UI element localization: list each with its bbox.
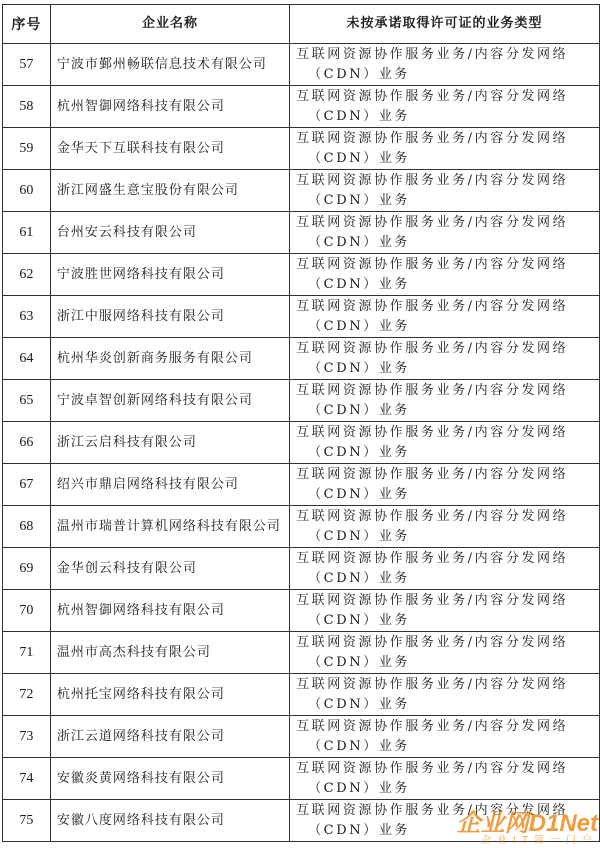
row-number: 66 [3,422,51,464]
header-no: 序号 [3,5,51,44]
business-type-line2: （CDN）业务 [308,276,411,292]
business-type-line2: （CDN）业务 [308,570,411,586]
table-row [3,380,600,422]
company-name: 金华天下互联科技有限公司 [50,128,289,170]
business-type [290,254,600,296]
business-type-line1: 互联网资源协作服务业务/内容分发网络 [296,676,569,692]
business-type-line2: （CDN）业务 [308,654,411,670]
row-number: 57 [3,44,51,86]
company-name: 杭州华炎创新商务服务有限公司 [50,338,289,380]
table-body [3,44,600,842]
header-type: 未按承诺取得许可证的业务类型 [290,5,600,44]
table-row [3,548,600,590]
business-type-line2: （CDN）业务 [308,318,411,334]
row-number: 58 [3,86,51,128]
business-type-line2: （CDN）业务 [308,780,411,796]
business-type-line1: 互联网资源协作服务业务/内容分发网络 [296,172,569,188]
table-row [3,464,600,506]
business-type-line2: （CDN）业务 [308,822,411,838]
table-row [3,758,600,800]
company-name: 杭州智御网络科技有限公司 [50,86,289,128]
business-type [290,170,600,212]
business-type-line2: （CDN）业务 [308,528,411,544]
business-type-line2: （CDN）业务 [308,444,411,460]
company-name: 宁波卓智创新网络科技有限公司 [50,380,289,422]
table-row [3,716,600,758]
business-type-line2: （CDN）业务 [308,360,411,376]
row-number: 65 [3,380,51,422]
business-type-line1: 互联网资源协作服务业务/内容分发网络 [296,760,569,776]
company-name: 安徽炎黄网络科技有限公司 [50,758,289,800]
company-name: 杭州托宝网络科技有限公司 [50,674,289,716]
business-type-line2: （CDN）业务 [308,486,411,502]
watermark-tagline: 企业IT第一门户 [480,835,598,846]
business-type [290,128,600,170]
table-row [3,590,600,632]
business-type-line1: 互联网资源协作服务业务/内容分发网络 [296,424,569,440]
table-row [3,254,600,296]
table-row [3,422,600,464]
business-type-line1: 互联网资源协作服务业务/内容分发网络 [296,382,569,398]
business-type [290,548,600,590]
business-type [290,632,600,674]
table-row [3,296,600,338]
business-type-line1: 互联网资源协作服务业务/内容分发网络 [296,88,569,104]
company-name: 宁波市鄞州畅联信息技术有限公司 [50,44,289,86]
table-row [3,632,600,674]
company-name: 台州安云科技有限公司 [50,212,289,254]
company-name: 绍兴市鼎启网络科技有限公司 [50,464,289,506]
business-type-line1: 互联网资源协作服务业务/内容分发网络 [296,802,569,818]
business-type [290,758,600,800]
business-type-line2: （CDN）业务 [308,696,411,712]
row-number: 72 [3,674,51,716]
business-type-line1: 互联网资源协作服务业务/内容分发网络 [296,256,569,272]
company-name: 宁波胜世网络科技有限公司 [50,254,289,296]
business-type-line2: （CDN）业务 [308,738,411,754]
business-type [290,506,600,548]
business-type [290,464,600,506]
business-type-line2: （CDN）业务 [308,150,411,166]
business-type-line1: 互联网资源协作服务业务/内容分发网络 [296,634,569,650]
business-type-line1: 互联网资源协作服务业务/内容分发网络 [296,214,569,230]
business-type-line2: （CDN）业务 [308,192,411,208]
company-name: 温州市瑞普计算机网络科技有限公司 [50,506,289,548]
business-type-line1: 互联网资源协作服务业务/内容分发网络 [296,298,569,314]
row-number: 74 [3,758,51,800]
business-type [290,674,600,716]
watermark-brand: 企业网D1Net [456,810,598,837]
company-name: 金华创云科技有限公司 [50,548,289,590]
enterprise-table [2,4,600,842]
business-type [290,590,600,632]
business-type-line1: 互联网资源协作服务业务/内容分发网络 [296,508,569,524]
company-name: 浙江云启科技有限公司 [50,422,289,464]
row-number: 59 [3,128,51,170]
row-number: 64 [3,338,51,380]
business-type-line2: （CDN）业务 [308,66,411,82]
business-type [290,380,600,422]
business-type-line1: 互联网资源协作服务业务/内容分发网络 [296,340,569,356]
table-row [3,674,600,716]
row-number: 68 [3,506,51,548]
row-number: 73 [3,716,51,758]
row-number: 75 [3,800,51,842]
row-number: 69 [3,548,51,590]
business-type [290,296,600,338]
table-row [3,506,600,548]
table-header-row [3,5,600,44]
company-name: 安徽八度网络科技有限公司 [50,800,289,842]
table-row [3,170,600,212]
business-type-line2: （CDN）业务 [308,612,411,628]
business-type-line1: 互联网资源协作服务业务/内容分发网络 [296,466,569,482]
business-type-line2: （CDN）业务 [308,108,411,124]
header-name: 企业名称 [50,5,289,44]
business-type [290,44,600,86]
company-name: 浙江云道网络科技有限公司 [50,716,289,758]
company-name: 浙江网盛生意宝股份有限公司 [50,170,289,212]
row-number: 71 [3,632,51,674]
table-row [3,128,600,170]
business-type-line1: 互联网资源协作服务业务/内容分发网络 [296,130,569,146]
business-type [290,422,600,464]
row-number: 63 [3,296,51,338]
row-number: 61 [3,212,51,254]
table-row [3,338,600,380]
watermark-logo [457,812,598,846]
company-name: 温州市高杰科技有限公司 [50,632,289,674]
table-row [3,86,600,128]
business-type [290,716,600,758]
row-number: 67 [3,464,51,506]
row-number: 70 [3,590,51,632]
table-row [3,212,600,254]
business-type-line2: （CDN）业务 [308,402,411,418]
business-type-line1: 互联网资源协作服务业务/内容分发网络 [296,550,569,566]
business-type-line1: 互联网资源协作服务业务/内容分发网络 [296,718,569,734]
row-number: 60 [3,170,51,212]
business-type [290,212,600,254]
table-row [3,44,600,86]
business-type-line1: 互联网资源协作服务业务/内容分发网络 [296,46,569,62]
row-number: 62 [3,254,51,296]
business-type [290,86,600,128]
business-type [290,338,600,380]
business-type-line1: 互联网资源协作服务业务/内容分发网络 [296,592,569,608]
business-type-line2: （CDN）业务 [308,234,411,250]
company-name: 浙江中服网络科技有限公司 [50,296,289,338]
company-name: 杭州智御网络科技有限公司 [50,590,289,632]
